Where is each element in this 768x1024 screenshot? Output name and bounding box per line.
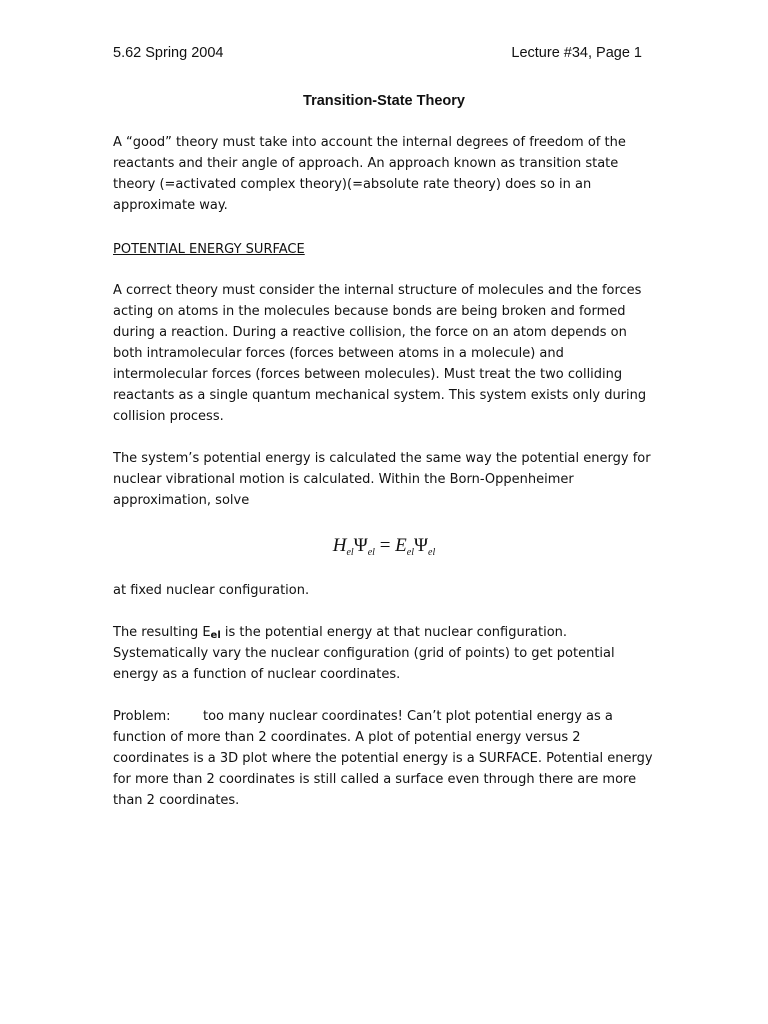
resulting-subscript: el [210,630,221,641]
intro-paragraph: A “good” theory must take into account the internal degrees of freedom of the reactants and their angle of approach. An approach known as transition state theory (=activated complex theory)(=absolute rate theory) does so in an approximate way. [113,135,626,213]
equation-equals: = [379,535,391,556]
problem-label: Problem: [113,709,171,724]
page-title: Transition-State Theory [303,93,465,109]
equation-energy: E [395,535,407,556]
system-energy-paragraph: The system’s potential energy is calculated the same way the potential energy for nuclear vibrational motion is calculated. Within the Born-Oppenheimer approximation, solve [113,451,651,508]
equation-psi: Ψ [353,535,368,556]
problem-paragraph [113,706,658,811]
resulting-suffix: is the potential energy at that nuclear configuration. Systematically vary the nuclear configuration (grid of points) to get potential energy as a function of nuclear coordinates. [113,625,615,682]
fixed-configuration-line: at fixed nuclear configuration. [113,583,310,598]
header-lecture-page: Lecture #34, Page 1 [511,45,642,61]
equation-hamiltonian: H [332,535,347,556]
equation-subscript: el [346,547,354,558]
schrodinger-equation [0,534,768,558]
resulting-energy-paragraph [113,622,658,685]
section-heading-potential-energy-surface: POTENTIAL ENERGY SURFACE [113,242,305,257]
resulting-prefix: The resulting E [113,625,211,640]
equation-psi: Ψ [414,535,429,556]
header-course: 5.62 Spring 2004 [113,45,224,61]
equation-subscript: el [428,547,436,558]
correct-theory-paragraph: A correct theory must consider the internal structure of molecules and the forces acting on atoms in the molecules because bonds are being broken and formed during a reaction. During a reactive collision, the force on an atom depends on both intramolecular forces (forces between atoms in a molecule) and intermolecular forces (forces between molecules). Must treat the two colliding reactants as a single quantum mechanical system. This system exists only during collision process. [113,283,647,424]
equation-subscript: el [406,547,414,558]
problem-text: too many nuclear coordinates! Can’t plot potential energy as a function of more than 2 coordinates. A plot of potential energy versus 2 coordinates is a 3D plot where the potential energy is a SURFACE. Potential energy for more than 2 coordinates is still called a surface even through there are more than 2 coordinates. [113,709,653,808]
equation-subscript: el [367,547,375,558]
